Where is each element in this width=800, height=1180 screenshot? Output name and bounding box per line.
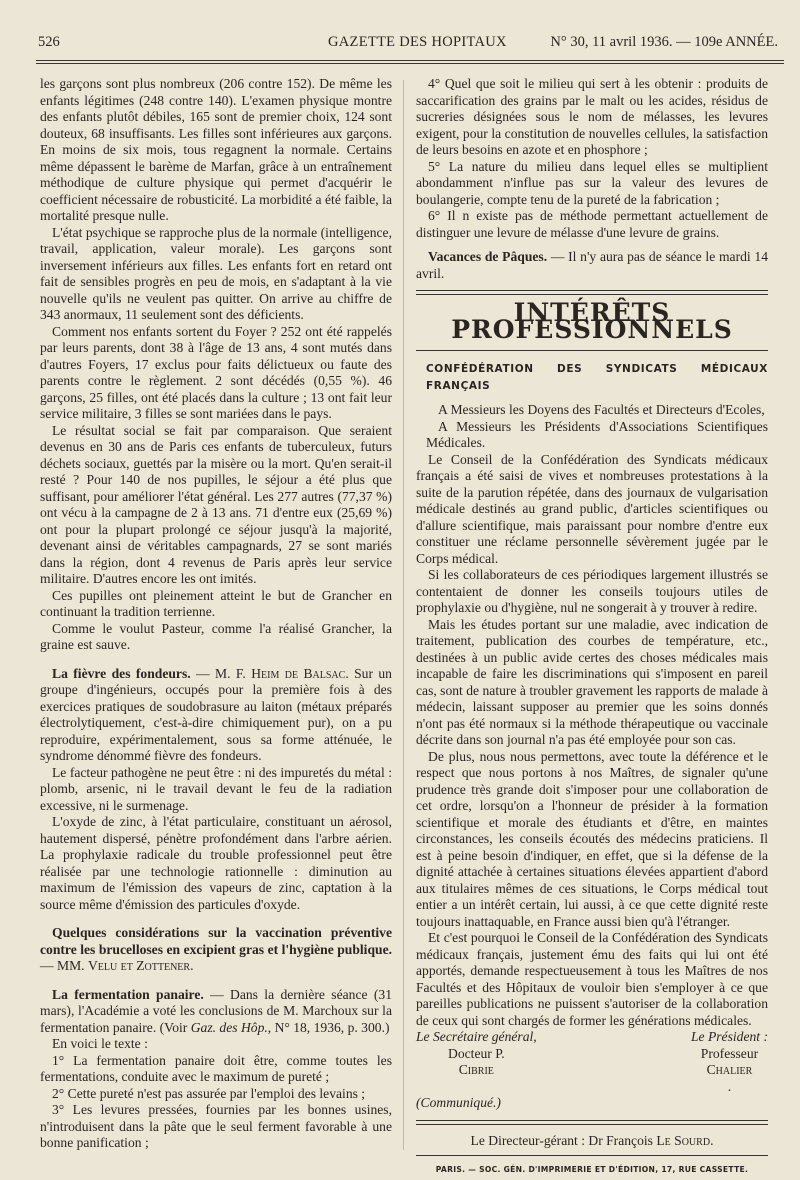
article-title: Quelques considérations sur la vaccination préventive contre les brucelloses en excipient gras et l'hygiène publique.: [40, 925, 392, 957]
section-title: INTÉRÊTS PROFESSIONNELS: [451, 298, 733, 344]
paragraph: L'oxyde de zinc, à l'état particulaire, constituant un aérosol, hautement dispersé, pénètre profondément dans l'arbre aérien. La prophylaxie radicale du trouble professionnel peut être réalisée par une technologie rationnelle : diminution au maximum de l'émission des vapeurs de zinc, captation à la source même d'émission des particules d'oxyde.: [40, 814, 392, 912]
paragraph: Le facteur pathogène ne peut être : ni des impuretés du métal : plomb, arsenic, ni le travail devant le feu de la radiation excessive, ni le surmenage.: [40, 764, 392, 813]
reference: Gaz. des Hôp.: [190, 1019, 268, 1035]
communique-note: (Communiqué.): [416, 1095, 501, 1110]
address-line: A Messieurs les Présidents d'Associations Scientifiques Médicales.: [426, 418, 768, 450]
journal-title: GAZETTE DES HOPITAUX: [328, 34, 507, 50]
list-item: 6° Il n existe pas de méthode permettant actuellement de distinguer une levure de mélasse d'une levure de grains.: [416, 208, 768, 240]
list-item: 5° La nature du milieu dans lequel elles se multiplient abondamment n'influe pas sur la valeur des levures de boulangerie, compte tenu de la pureté de la fabrication ;: [416, 158, 768, 207]
paragraph: Comment nos enfants sortent du Foyer ? 252 ont été rappelés par leurs parents, dont 38 à l'âge de 13 ans, 4 sont mutés dans d'autres Foyers, 17 exclus pour faits délictueux ou faute des parents contre le règlement. 2 sont décédés (0,55 %). 46 garçons, 25 filles, ont été placés dans la culture ; 13 ont fait leur service militaire, 3 filles se sont mariées dans le pays.: [40, 323, 392, 421]
header-rule: [36, 60, 784, 61]
list-item: 4° Quel que soit le milieu qui sert à les obtenir : produits de saccarification des grains par le malt ou les acides, résidus de sucreries désignées sous le nom de mélasses, les levures exigent, pour la constitution de nouvelles cellules, la satisfaction de leurs besoins en azote et en phosphore ;: [416, 76, 768, 157]
paragraph: De plus, nous nous permettons, avec toute la déférence et le respect que nous portons à nos Maîtres, de signaler qu'une prudence très grande doit s'imposer pour une collaboration de cet ordre, lorsqu'on a l'honneur de présider à la formation scientifique et morale des étudiants et d'être, en maintes circonstances, les conseils écoutés des médecins praticiens. Il est à peine besoin d'indiquer, en effet, que si la défense de la dignité attachée à certaines situations élevées appartient d'abord aux titulaires mêmes de ces situations, le Corps médical tout entier a un intérêt certain, lui aussi, à ce que cette dignité reste toujours inattaquable, en France aussi bien qu'à l'étranger.: [416, 748, 768, 929]
list-item: 3° Les levures pressées, fournies par les bonnes usines, n'introduisent dans la pâte que le seul ferment favorable à une bonne panification ;: [40, 1102, 392, 1150]
list-item: 1° La fermentation panaire doit être, comme toutes les fermentations, conduite avec le maximum de pureté ;: [40, 1052, 392, 1084]
confederation-heading: CONFÉDÉRATION DES SYNDICATS MÉDICAUX FRANÇAIS: [426, 363, 768, 392]
article-fermentation: La fermentation panaire. — Dans la dernière séance (31 mars), l'Académie a voté les conclusions de M. Marchoux sur la fermentation panaire. (Voir Gaz. des Hôp., N° 18, 1936, p. 300.): [40, 986, 392, 1035]
article-author: Heim de Balsac: [251, 665, 346, 681]
paragraph: Le Conseil de la Confédération des Syndicats médicaux français a été saisi de vives et nombreuses protestations à la suite de la parution répétée, dans des journaux de vulgarisation médicale destinés au grand public, d'articles scientifiques ou d'allure scientifique, mais paraissant pour nombre d'entre eux constituer une réclame personnelle sévèrement jugée par le Corps médical.: [416, 451, 768, 566]
footer-rule: [416, 1155, 768, 1156]
paragraph: En voici le texte :: [52, 1036, 148, 1051]
paragraph: les garçons sont plus nombreux (206 contre 152). De même les enfants légitimes (248 contre 140). L'examen physique montre des enfants plutôt débiles, 165 sont de premier choix, 124 sont douteux, 68 insuffisants. Les filles sont inférieures aux garçons. En moins de six mois, tous regagnent la normale. Certains même dépassent le barème de Marfan, grâce à un entraînement méthodique de culture physique qui permet d'acquérir le coefficient nécessaire de robusticité. La morbidité a été faible, la mortalité presque nulle.: [40, 76, 392, 223]
footer-rule: [416, 1120, 768, 1125]
paragraph: Comme le voulut Pasteur, comme l'a réalisé Grancher, la graine est sauve.: [40, 620, 392, 652]
signature-block: [416, 1029, 768, 1095]
list-item: 2° Cette pureté n'est pas assurée par l'emploi des levains ;: [52, 1085, 366, 1101]
paragraph: Le résultat social se fait par comparaison. Que seraient devenus en 30 ans de Paris ces enfants de tuberculeux, futurs déchets sociaux, guettés par la misère ou la mort. Qu'en serait-il resté ? Pour 140 de nos pupilles, le séjour a été plus que suffisant, pour améliorer l'état général. Les 277 autres (77,37 %) ont vécu à la campagne de 2 à 13 ans. 71 d'entre eux (25,69 %) ont pour la plupart prolongé ce séjour jusqu'à la majorité, devenant ainsi de véritables campagnards, 27 se sont mariés dans la région, dont 4 revenus de Paris après leur service militaire. D'autres encore les ont imités.: [40, 422, 392, 586]
address-line: A Messieurs les Doyens des Facultés et Directeurs d'Ecoles,: [438, 402, 765, 417]
signature-title: Le Secrétaire général,: [416, 1029, 537, 1044]
article-title: La fièvre des fondeurs.: [52, 665, 191, 681]
signature-name: Professeur Chalier .: [700, 1045, 759, 1094]
article-brucelloses: Quelques considérations sur la vaccination préventive contre les brucelloses en excipient gras et l'hygiène publique. — MM. Velu et Zottener.: [40, 925, 392, 973]
article-fievre-fondeurs: La fièvre des fondeurs. — M. F. Heim de Balsac. Sur un groupe d'ingénieurs, occupés pour la première fois à des exercices pratiques de soudobrasure au laiton (métaux préparés électrolytiquement, c'est-à-dire chimiquement pur), on a pu reproduire, expérimentalement, sous sa forme atténuée, le syndrome dénommé fièvre des fondeurs.: [40, 665, 392, 763]
signature-title: Le Président :: [690, 1029, 768, 1044]
right-column: [416, 76, 768, 1179]
header-rule-2: [36, 63, 784, 64]
column-divider: [403, 80, 404, 1150]
section-rule: [416, 290, 768, 295]
page-header: [38, 34, 778, 54]
paragraph: Mais les études portant sur une maladie, avec indication de traitement, publication des courbes de température, etc., destinées à un public avide certes des choses médicales mais incapable de faire les discriminations qui s'imposent en pareil cas, sont de nature à troubler gravement les rapports de malade à médecin, laissant supposer au premier que les soins donnés n'ont pas été normaux si la méthode thérapeutique ou vaccinale décrite dans son journal n'a pas été employée pour son cas.: [416, 616, 768, 747]
paragraph: Ces pupilles ont pleinement atteint le but de Grancher en continuant la tradition terrienne.: [40, 587, 392, 619]
signature-name: Docteur P. Cibrie: [448, 1045, 505, 1077]
paragraph: Et c'est pourquoi le Conseil de la Confédération des Syndicats médicaux français, justement ému des faits qui lui ont été apportés, demande respectueusement à tous les Maîtres de nos Facultés et des Hôpitaux de vouloir bien s'employer à ce que pareilles publications ne puissent s'autoriser de la collaboration de ceux qui sont chargés de former les générations médicales.: [416, 930, 768, 1028]
notice-title: Vacances de Pâques.: [428, 249, 548, 264]
issue-date: N° 30, 11 avril 1936. — 109e ANNÉE.: [550, 34, 778, 50]
section-rule: [416, 350, 768, 351]
imprint-line: PARIS. — SOC. GÉN. D'IMPRIMERIE ET D'ÉDITION, 17, RUE CASSETTE.: [435, 1165, 749, 1174]
director-line: Le Directeur-gérant : Dr François Le Sourd.: [470, 1132, 714, 1148]
paragraph: Si les collaborateurs de ces périodiques largement illustrés se contentaient de donner les conseils toujours utiles de prophylaxie ou d'hygiène, nul ne songerait à y trouver à redire.: [416, 567, 768, 615]
article-author: Velu et Zottener: [87, 958, 191, 973]
page-number: 526: [38, 34, 60, 50]
paragraph: L'état psychique se rapproche plus de la normale (intelligence, travail, application, valeur morale). Les garçons sont inversement inférieurs aux filles. Les enfants fort en retard ont fait de sensibles progrès en peu de mois, en s'adaptant à la vie nouvelle qu'ils ne veulent pas quitter. On arrive au chiffre de 343 anormaux, 11 seulement sont des déficients.: [40, 224, 392, 322]
article-title: La fermentation panaire.: [52, 986, 204, 1002]
notice-vacances: Vacances de Pâques. — Il n'y aura pas de séance le mardi 14 avril.: [416, 249, 768, 281]
left-column: [40, 76, 392, 1152]
